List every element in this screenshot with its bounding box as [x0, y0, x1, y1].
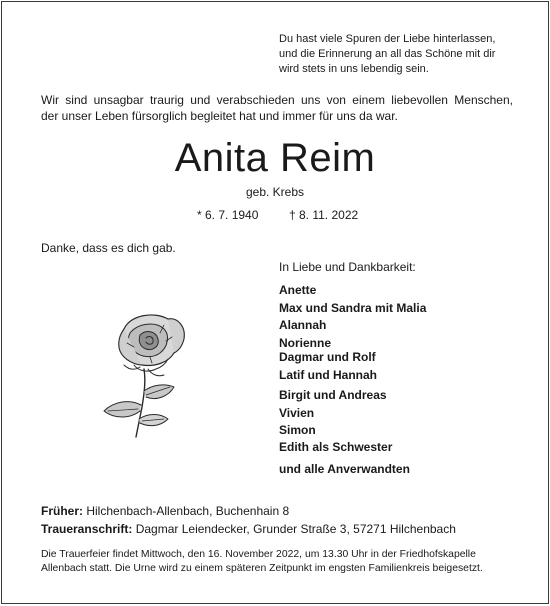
former-address — [41, 503, 289, 519]
poem — [279, 32, 519, 77]
mourner-group — [279, 282, 426, 352]
mourner-name: Max und Sandra mit Malia — [279, 300, 427, 315]
mourners-heading: In Liebe und Dankbarkeit: — [279, 260, 416, 274]
mourning-address-label: Traueranschrift: — [41, 522, 133, 536]
mourner-name: und alle Anverwandten — [279, 462, 410, 476]
deceased-name: Anita Reim — [174, 136, 376, 180]
ceremony-line: Die Trauerfeier findet Mittwoch, den 16. November 2022, um 13.30 Uhr in der Friedhofskapelle — [41, 549, 476, 560]
poem-line: und die Erinnerung an all das Schöne mit dir — [279, 48, 496, 60]
mourner-group — [279, 349, 377, 384]
mourning-address — [41, 521, 456, 537]
mourner-name: Latif und Hannah — [279, 367, 377, 382]
birth-date: * 6. 7. 1940 — [197, 208, 259, 222]
former-address-value: Hilchenbach-Allenbach, Buchenhain 8 — [86, 504, 290, 518]
poem-line: Du hast viele Spuren der Liebe hinterlassen, — [279, 33, 496, 45]
rose-drawing-icon — [94, 307, 200, 439]
thanks-line: Danke, dass es dich gab. — [41, 241, 176, 255]
mourner-name: Anette — [279, 283, 317, 297]
mourner-group — [279, 387, 387, 440]
former-address-label: Früher: — [41, 504, 83, 518]
mourner-group — [279, 439, 392, 457]
mourner-name: Norienne — [279, 335, 332, 350]
mourner-name: Birgit und Andreas — [279, 388, 387, 402]
mourner-name: Vivien — [279, 405, 315, 420]
mourner-name: Edith als Schwester — [279, 440, 393, 454]
mourner-group — [279, 461, 410, 479]
intro-text — [41, 92, 513, 124]
intro-line: Wir sind unsagbar traurig und verabschieden uns von einem liebevollen Menschen, — [41, 93, 513, 107]
ceremony-line: Allenbach statt. Die Urne wird zu einem späteren Zeitpunkt im engsten Familienkreis beigesetzt. — [41, 563, 483, 574]
mourning-address-value: Dagmar Leiendecker, Grunder Straße 3, 57271 Hilchenbach — [135, 522, 456, 536]
death-date: † 8. 11. 2022 — [289, 208, 359, 222]
mourner-name: Simon — [279, 423, 316, 437]
obituary-notice — [1, 1, 549, 604]
mourner-name: Alannah — [279, 318, 327, 332]
intro-line: der unser Leben fürsorglich begleitet hat und immer für uns da war. — [41, 109, 398, 123]
poem-line: wird stets in uns lebendig sein. — [279, 63, 429, 75]
mourner-name: Dagmar und Rolf — [279, 350, 376, 364]
maiden-name: geb. Krebs — [245, 185, 305, 199]
ceremony-info — [41, 548, 513, 576]
